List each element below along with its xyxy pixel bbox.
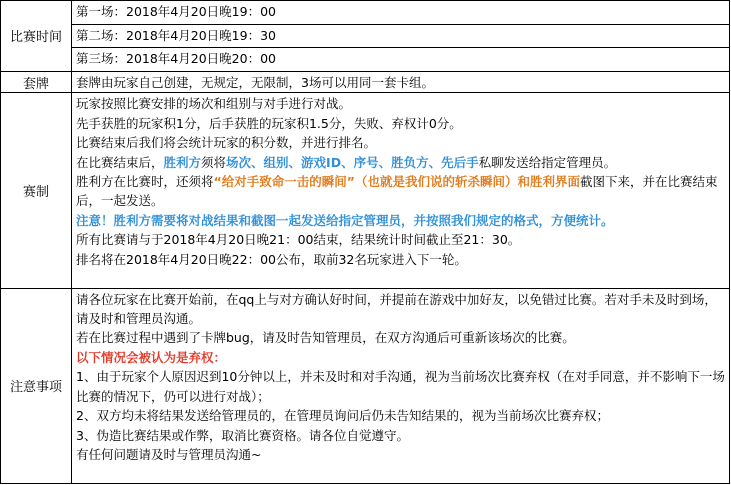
notes-row (1, 288, 730, 483)
line4-prefix: 在比赛结束后， (76, 154, 164, 170)
line5-prefix: 胜利方在比赛时，还须将 (76, 174, 214, 189)
round-1-text: 第一场：2018年4月20日晚19：00 (76, 4, 276, 19)
time-label: 比赛时间 (1, 1, 72, 72)
deck-label: 套牌 (1, 71, 72, 92)
time-row-2 (1, 24, 730, 48)
line5-suffix: 截图下来，并在比赛结束后，一起发送。 (76, 174, 718, 209)
required-fields-highlight: 场次、组别、游戏ID、序号、胜负方、先后手 (226, 154, 479, 170)
forfeit-item-1: 1、由于玩家个人原因迟到10分钟以上，并未及时和对手沟通，视为当前场次比赛弃权（在对手同意，并不影响下一场比赛的情况下，仍可以进行对战）； (76, 369, 725, 404)
time-row-1 (1, 1, 730, 25)
notes-label: 注意事项 (1, 288, 72, 483)
round-3-text: 第三场：2018年4月20日晚20：00 (76, 51, 276, 67)
screenshot-highlight: “给对手致命一击的瞬间”（也就是我们说的斩杀瞬间）和胜利界面 (213, 174, 580, 189)
forfeit-item-3: 3、伪造比赛结果或作弊，取消比赛资格。请各位自觉遵守。 (76, 427, 409, 443)
deck-text: 套牌由玩家自己创建，无规定，无限制，3场可以用同一套卡组。 (76, 74, 434, 90)
system-line-3: 比赛结束后我们将会统计玩家的积分数，并进行排名。 (76, 135, 377, 151)
line4-must: 须将 (201, 154, 227, 170)
system-label: 赛制 (1, 93, 72, 288)
system-line-8: 排名将在2018年4月20日晚22：00公布，取前32名玩家进入下一轮。 (76, 251, 467, 267)
line4-suffix: 私聊发送给指定管理员。 (478, 154, 617, 170)
system-notice: 注意！胜利方需要将对战结果和截图一起发送给指定管理员，并按照我们规定的格式，方便统计。 (76, 212, 614, 228)
notes-content (72, 288, 730, 483)
round-2-text: 第二场：2018年4月20日晚19：30 (76, 27, 276, 43)
closing-text: 有任何问题请及时与管理员沟通~ (76, 446, 262, 462)
notes-paragraph-2: 若在比赛过程中遇到了卡牌bug，请及时告知管理员，在双方沟通后可重新该场次的比赛。 (76, 330, 575, 346)
system-content (72, 93, 730, 288)
deck-row (1, 71, 730, 92)
system-line-2: 先手获胜的玩家积1分，后手获胜的玩家积1.5分，失败、弃权计0分。 (76, 115, 462, 131)
forfeit-title: 以下情况会被认为是弃权： (76, 349, 227, 365)
time-row-3 (1, 48, 730, 72)
winner-highlight: 胜利方 (163, 154, 202, 170)
system-line-7: 所有比赛请与于2018年4月20日晚21：00结束，结果统计时间截止至21：30。 (76, 232, 521, 248)
notes-paragraph-1: 请各位玩家在比赛开始前，在qq上与对方确认好时间，并提前在游戏中加好友，以免错过比赛。若对手未及时到场，请及时和管理员沟通。 (76, 291, 717, 327)
round-2 (72, 24, 730, 48)
round-1 (72, 1, 730, 25)
deck-content (72, 71, 730, 92)
system-line-1: 玩家按照比赛安排的场次和组别与对手进行对战。 (76, 96, 352, 112)
forfeit-item-2: 2、双方均未将结果发送给管理员的，在管理员询问后仍未告知结果的，视为当前场次比赛弃权； (76, 408, 609, 424)
system-line-4 (76, 153, 725, 172)
system-row (1, 93, 730, 288)
system-line-5 (76, 172, 725, 211)
round-3 (72, 48, 730, 72)
